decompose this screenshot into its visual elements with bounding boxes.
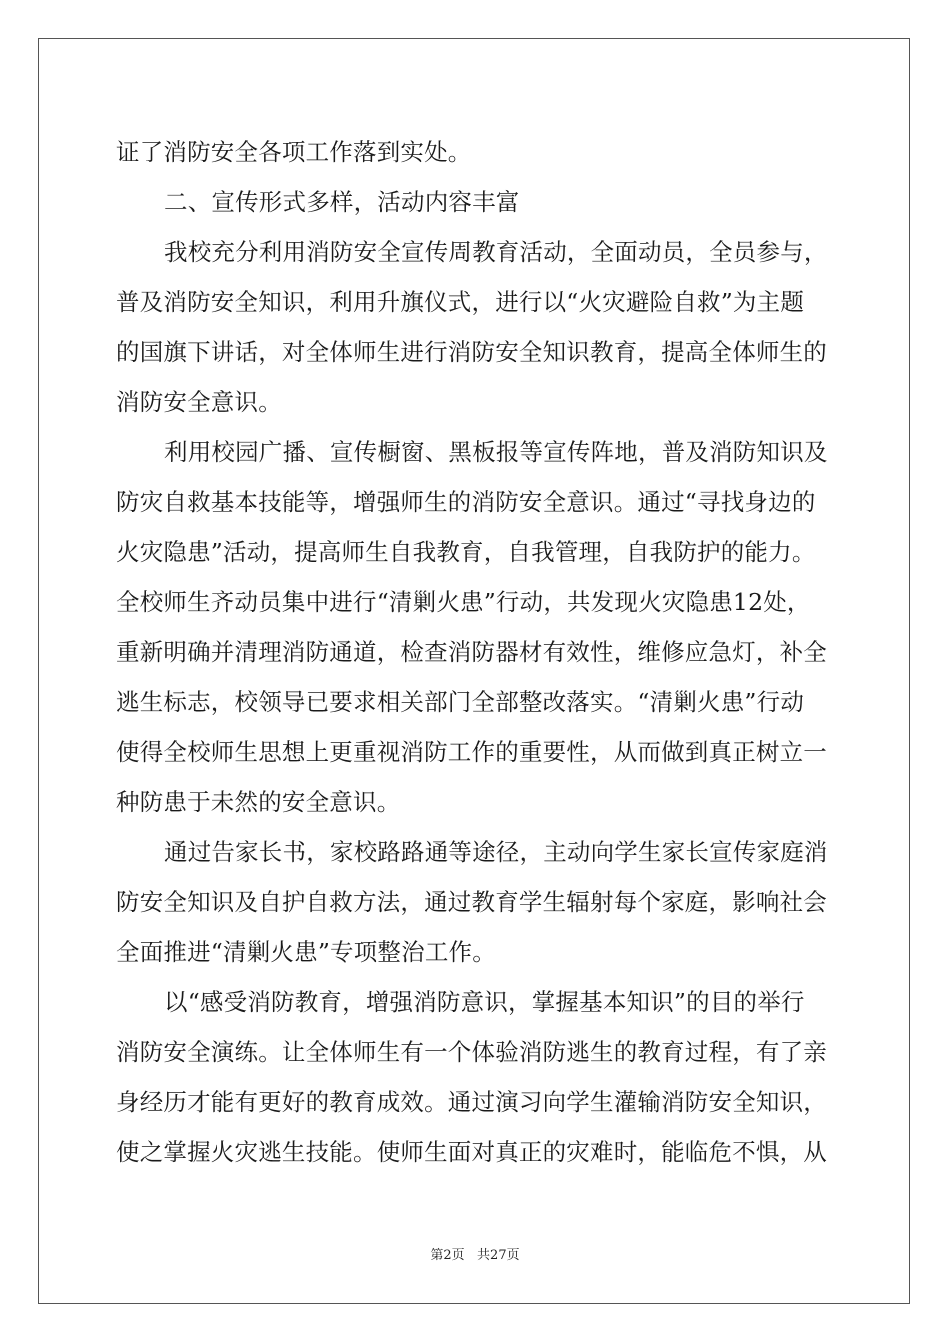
- text-line: 全面推进“清剿火患”专项整治工作。: [116, 938, 496, 966]
- text-line: 重新明确并清理消防通道，检查消防器材有效性，维修应急灯，补全: [116, 638, 827, 666]
- text-line: 身经历才能有更好的教育成效。通过演习向学生灌输消防安全知识，: [116, 1088, 827, 1116]
- text-line: 消防安全演练。让全体师生有一个体验消防逃生的教育过程，有了亲: [116, 1038, 827, 1066]
- text-line: 普及消防安全知识，利用升旗仪式，进行以“火灾避险自救”为主题: [116, 288, 805, 316]
- text-line: 全校师生齐动员集中进行“清剿火患”行动，共发现火灾隐患12处，: [116, 588, 811, 616]
- text-line: 逃生标志，校领导已要求相关部门全部整改落实。“清剿火患”行动: [116, 688, 805, 716]
- section-heading: 二、宣传形式多样，活动内容丰富: [164, 188, 520, 216]
- text-line: 的国旗下讲话，对全体师生进行消防安全知识教育，提高全体师生的: [116, 338, 827, 366]
- text-line: 使得全校师生思想上更重视消防工作的重要性，从而做到真正树立一: [116, 738, 827, 766]
- text-line: 使之掌握火灾逃生技能。使师生面对真正的灾难时，能临危不惧，从: [116, 1138, 827, 1166]
- text-line: 火灾隐患”活动，提高师生自我教育，自我管理，自我防护的能力。: [116, 538, 816, 566]
- text-line: 以“感受消防教育，增强消防意识，掌握基本知识”的目的举行: [164, 988, 805, 1016]
- text-line: 利用校园广播、宣传橱窗、黑板报等宣传阵地，普及消防知识及: [164, 438, 828, 466]
- text-line: 通过告家长书，家校路路通等途径，主动向学生家长宣传家庭消: [164, 838, 828, 866]
- text-line: 防灾自救基本技能等，增强师生的消防安全意识。通过“寻找身边的: [116, 488, 816, 516]
- text-line: 消防安全意识。: [116, 388, 282, 416]
- text-line: 证了消防安全各项工作落到实处。: [116, 138, 472, 166]
- text-line: 种防患于未然的安全意识。: [116, 788, 401, 816]
- text-line: 防安全知识及自护自救方法，通过教育学生辐射每个家庭，影响社会: [116, 888, 827, 916]
- page-number-footer: 第2页 共27页: [430, 1248, 520, 1263]
- text-line: 我校充分利用消防安全宣传周教育活动，全面动员，全员参与，: [164, 238, 828, 266]
